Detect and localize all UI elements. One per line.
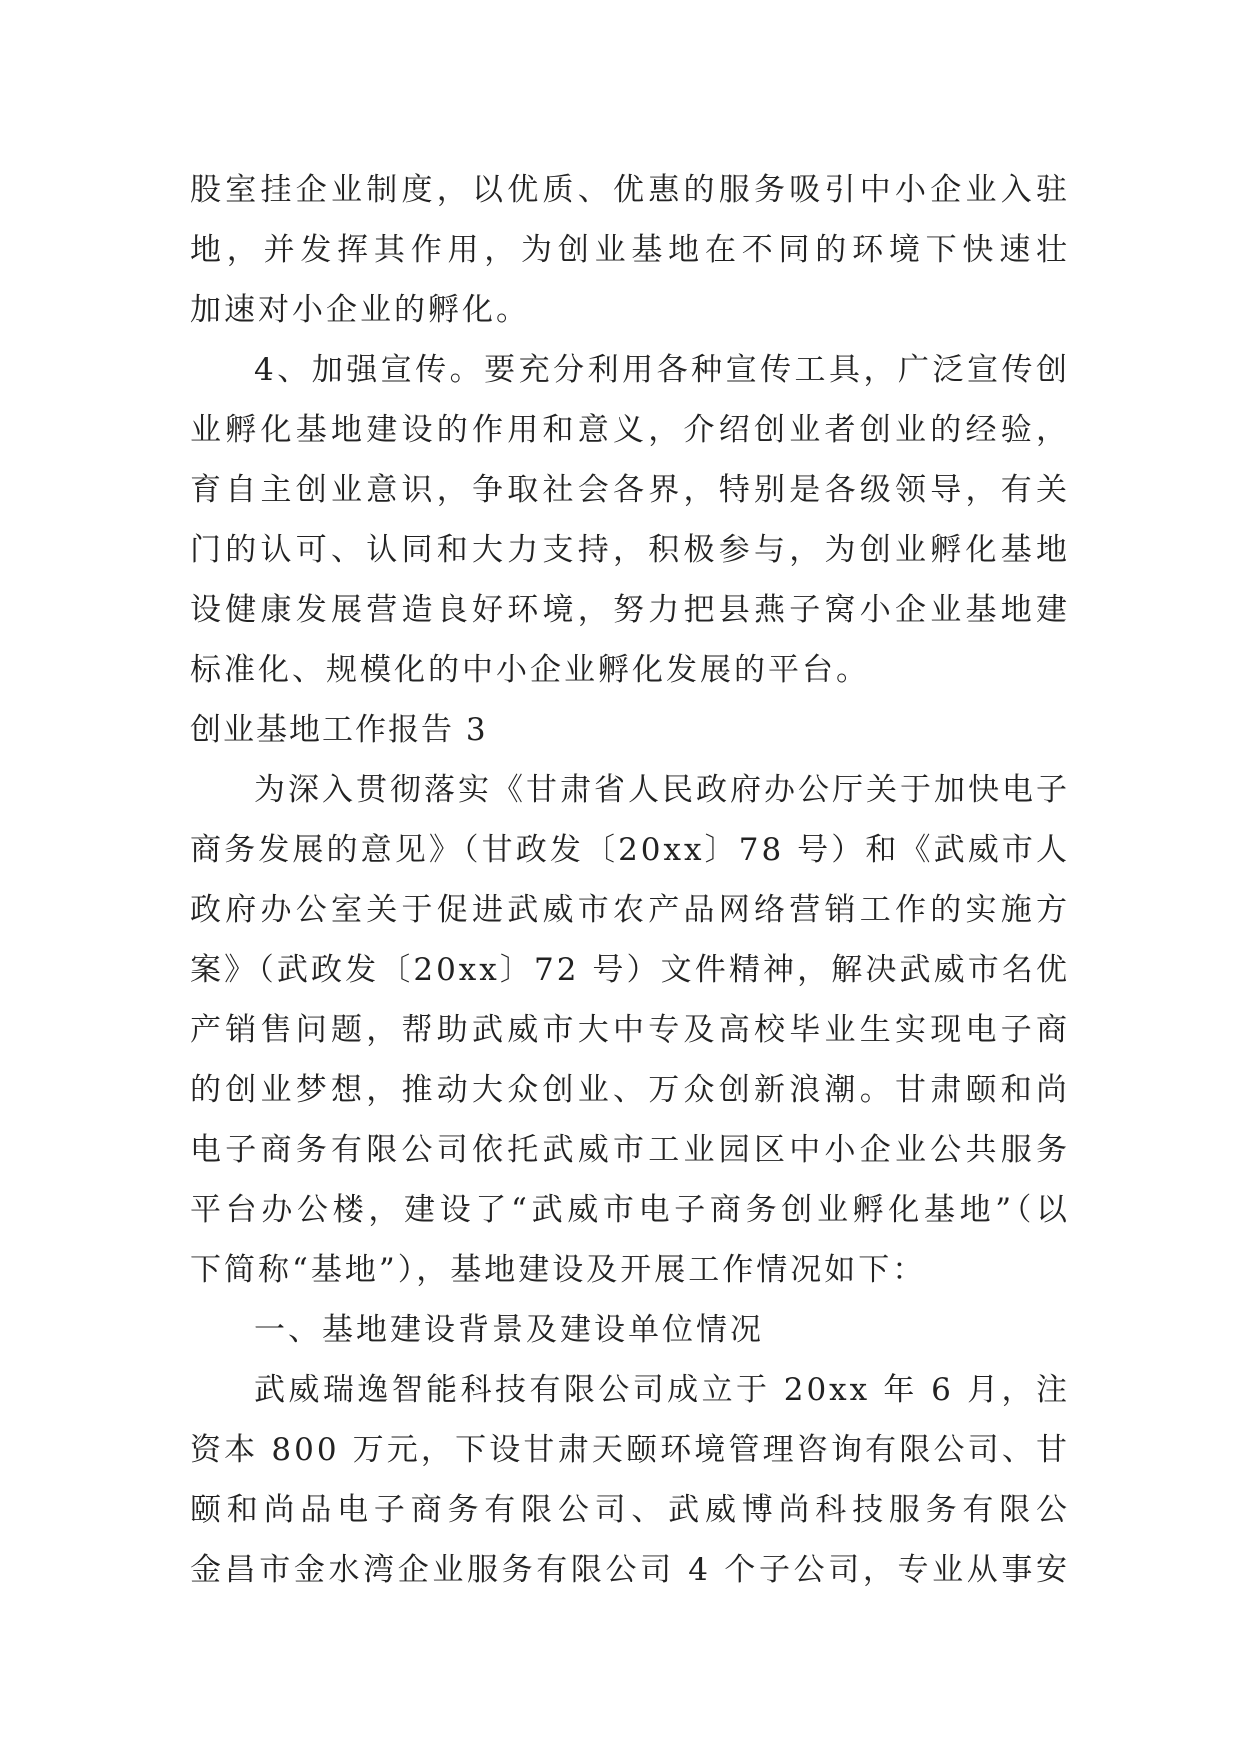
paragraph-line: 育自主创业意识，争取社会各界，特别是各级领导，有关 bbox=[190, 472, 1070, 508]
paragraph-line: 加速对小企业的孵化。 bbox=[190, 292, 530, 328]
paragraph-line: 资本 800 万元，下设甘肃天颐环境管理咨询有限公司、甘 bbox=[190, 1432, 1070, 1468]
paragraph-line: 商务发展的意见》（甘政发〔20xx〕78 号）和《武威市人 bbox=[190, 832, 1070, 868]
paragraph-line: 为深入贯彻落实《甘肃省人民政府办公厅关于加快电子 bbox=[254, 772, 1070, 808]
paragraph-line: 股室挂企业制度，以优质、优惠的服务吸引中小企业入驻 bbox=[190, 172, 1070, 208]
paragraph-line: 产销售问题，帮助武威市大中专及高校毕业生实现电子商 bbox=[190, 1012, 1070, 1048]
section-heading: 创业基地工作报告 3 bbox=[190, 712, 488, 748]
paragraph-line: 下简称“基地”），基地建设及开展工作情况如下： bbox=[190, 1252, 927, 1288]
paragraph-line: 案》（武政发〔20xx〕72 号）文件精神，解决武威市名优 bbox=[190, 952, 1070, 988]
paragraph-line: 电子商务有限公司依托武威市工业园区中小企业公共服务 bbox=[190, 1132, 1070, 1168]
paragraph-line: 设健康发展营造良好环境，努力把县燕子窝小企业基地建 bbox=[190, 592, 1070, 628]
paragraph-line: 政府办公室关于促进武威市农产品网络营销工作的实施方 bbox=[190, 892, 1070, 928]
paragraph-line: 地，并发挥其作用，为创业基地在不同的环境下快速壮 bbox=[190, 232, 1070, 268]
paragraph-line: 金昌市金水湾企业服务有限公司 4 个子公司，专业从事安 bbox=[190, 1552, 1070, 1588]
paragraph-line: 4、加强宣传。要充分利用各种宣传工具，广泛宣传创 bbox=[254, 352, 1070, 388]
paragraph-line: 门的认可、认同和大力支持，积极参与，为创业孵化基地 bbox=[190, 532, 1070, 568]
document-body bbox=[190, 160, 1070, 1600]
paragraph-line: 颐和尚品电子商务有限公司、武威博尚科技服务有限公 bbox=[190, 1492, 1070, 1528]
paragraph-line: 的创业梦想，推动大众创业、万众创新浪潮。甘肃颐和尚 bbox=[190, 1072, 1070, 1108]
paragraph-line: 武威瑞逸智能科技有限公司成立于 20xx 年 6 月，注 bbox=[254, 1372, 1070, 1408]
paragraph-line: 标准化、规模化的中小企业孵化发展的平台。 bbox=[190, 652, 870, 688]
paragraph-line: 平台办公楼，建设了“武威市电子商务创业孵化基地”（以 bbox=[190, 1192, 1070, 1228]
paragraph-line: 业孵化基地建设的作用和意义，介绍创业者创业的经验， bbox=[190, 412, 1070, 448]
subsection-heading: 一、基地建设背景及建设单位情况 bbox=[254, 1312, 764, 1348]
